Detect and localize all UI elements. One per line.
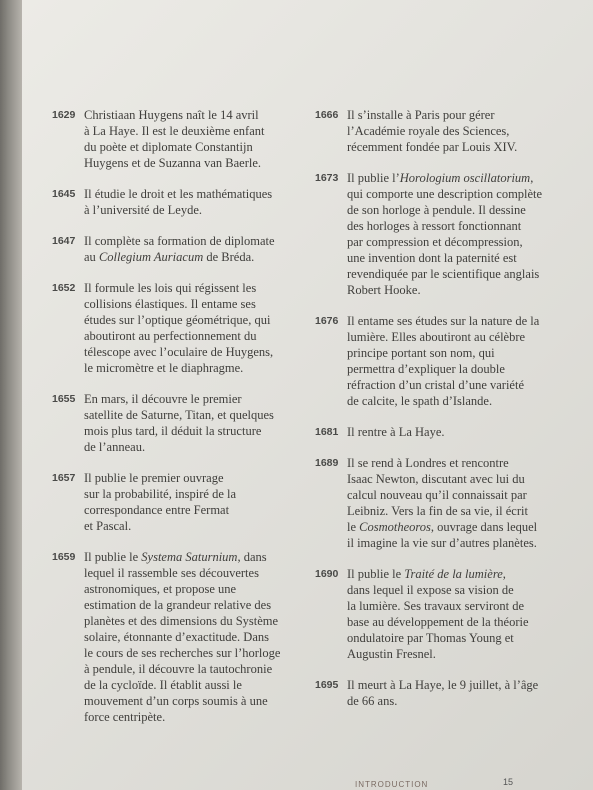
timeline-left-column xyxy=(52,107,298,725)
entry-text: En mars, il découvre le premier satellite de Saturne, Titan, et quelques mois plus tard, il déduit la structure de l’anneau. xyxy=(84,392,274,454)
entry-year: 1629 xyxy=(52,109,76,121)
timeline-entry xyxy=(52,280,298,376)
entry-text: Il complète sa formation de diplomate au Collegium Auriacum de Bréda. xyxy=(84,234,275,264)
timeline-right-column xyxy=(315,107,549,709)
book-spine-shadow xyxy=(0,0,22,790)
italic-title: Systema Saturnium xyxy=(141,550,238,564)
running-footer-label: INTRODUCTION xyxy=(355,780,429,789)
italic-title: Horologium oscillatorium xyxy=(399,171,531,185)
timeline-entry xyxy=(315,455,549,551)
timeline-entry xyxy=(52,470,298,534)
entry-text: Il publie le Traité de la lumière, dans lequel il expose sa vision de la lumière. Ses travaux serviront de base au développement de la théorie ondulatoire par Thomas Young et Augustin Fresnel. xyxy=(347,567,529,661)
entry-year: 1695 xyxy=(315,679,339,691)
entry-text: Il publie le premier ouvrage sur la probabilité, inspiré de la correspondance entre Fermat et Pascal. xyxy=(84,471,237,533)
entry-year: 1655 xyxy=(52,393,76,405)
italic-title: Collegium Auriacum xyxy=(98,250,204,264)
entry-text: Il étudie le droit et les mathématiques à l’université de Leyde. xyxy=(84,187,273,217)
entry-year: 1689 xyxy=(315,457,339,469)
timeline-entry xyxy=(315,424,549,440)
entry-year: 1681 xyxy=(315,426,339,438)
timeline-entry xyxy=(315,677,549,709)
entry-text: Il publie l’Horologium oscillatorium, qui comporte une description complète de son horloge à pendule. Il dessine des horloges à ressort fonctionnant par compression et décompression, une invention dont la paternité est revendiquée par le scientifique anglais Robert Hooke. xyxy=(347,171,543,297)
entry-year: 1657 xyxy=(52,472,76,484)
timeline-entry xyxy=(315,170,549,298)
entry-year: 1645 xyxy=(52,188,76,200)
entry-text: Il formule les lois qui régissent les collisions élastiques. Il entame ses études sur l’optique géométrique, qui aboutiront au perfectionnement du télescope avec l’oculaire de Huygens, le micromètre et le diaphragme. xyxy=(84,281,274,375)
entry-text: Il meurt à La Haye, le 9 juillet, à l’âge de 66 ans. xyxy=(347,678,539,708)
timeline-entry xyxy=(315,313,549,409)
entry-year: 1647 xyxy=(52,235,76,247)
entry-year: 1666 xyxy=(315,109,339,121)
entry-year: 1676 xyxy=(315,315,339,327)
entry-text: Il entame ses études sur la nature de la lumière. Elles aboutiront au célèbre principe portant son nom, qui permettra d’expliquer la double réfraction d’un cristal d’une variété de calcite, le spath d’Islande. xyxy=(347,314,540,408)
timeline-entry xyxy=(315,566,549,662)
entry-year: 1690 xyxy=(315,568,339,580)
entry-text: Il se rend à Londres et rencontre Isaac Newton, discutant avec lui du calcul nouveau qu’il connaissait par Leibniz. Vers la fin de sa vie, il écrit le Cosmotheoros, ouvrage dans lequel il imagine la vie sur d’autres planètes. xyxy=(347,456,538,550)
timeline-entry xyxy=(52,107,298,171)
timeline-entry xyxy=(52,549,298,725)
italic-title: Traité de la lumière xyxy=(404,567,503,581)
page-number: 15 xyxy=(503,777,514,787)
timeline-entry xyxy=(315,107,549,155)
timeline-entry xyxy=(52,186,298,218)
entry-year: 1652 xyxy=(52,282,76,294)
italic-title: Cosmotheoros xyxy=(359,520,431,534)
entry-text: Christiaan Huygens naît le 14 avril à La Haye. Il est le deuxième enfant du poète et diplomate Constantijn Huygens et de Suzanna van Baerle. xyxy=(84,108,265,170)
timeline-entry xyxy=(52,233,298,265)
entry-text: Il s’installe à Paris pour gérer l’Académie royale des Sciences, récemment fondée par Louis XIV. xyxy=(347,108,518,154)
entry-year: 1659 xyxy=(52,551,76,563)
entry-year: 1673 xyxy=(315,172,339,184)
book-page xyxy=(22,0,593,790)
timeline-entry xyxy=(52,391,298,455)
entry-text: Il publie le Systema Saturnium, dans lequel il rassemble ses découvertes astronomiques, et propose une estimation de la grandeur relative des planètes et des dimensions du Système solaire, étonnante d’exactitude. Dans le cours de ses recherches sur l’horloge à pendule, il découvre la tautochronie de la cycloïde. Il établit aussi le mouvement d’un corps soumis à une force centripète. xyxy=(84,550,281,724)
entry-text: Il rentre à La Haye. xyxy=(347,425,445,439)
